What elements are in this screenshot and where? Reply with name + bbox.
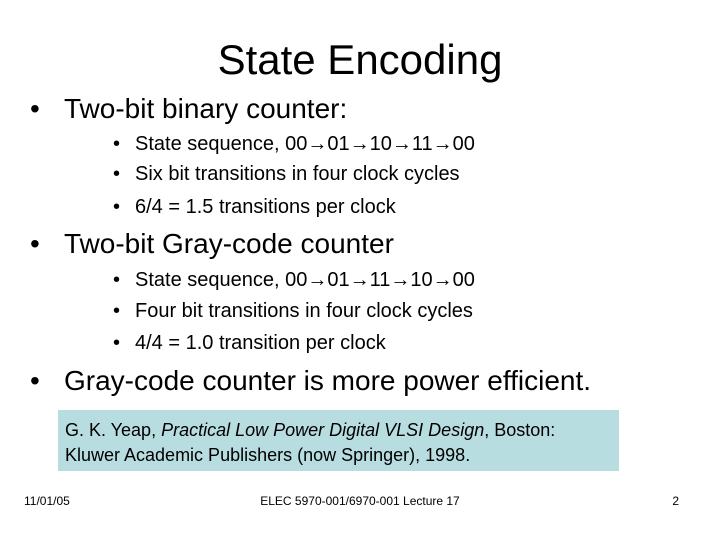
subbullet-text: Six bit transitions in four clock cycles (135, 163, 460, 185)
footer-course: ELEC 5970-001/6970-001 Lecture 17 (260, 494, 460, 508)
subbullet-binary-rate (113, 195, 396, 219)
slide-title: State Encoding (217, 36, 503, 83)
bullet-conclusion (30, 364, 591, 398)
bullet-text: Two-bit binary counter: (64, 93, 348, 124)
subbullet-binary-sequence (113, 132, 475, 156)
subbullet-text: State sequence, 00→01→11→10→00 (135, 269, 475, 291)
bullet-text: Gray-code counter is more power efficient. (64, 365, 592, 396)
bullet-marker: • (30, 93, 40, 124)
subbullet-gray-transitions (113, 299, 473, 323)
reference-line-1 (65, 418, 619, 443)
reference-box (58, 410, 619, 471)
subbullet-text: 4/4 = 1.0 transition per clock (135, 332, 386, 354)
bullet-text: Two-bit Gray-code counter (64, 228, 394, 259)
subbullet-marker: • (113, 196, 121, 218)
subbullet-marker: • (113, 163, 121, 185)
subbullet-marker: • (113, 133, 121, 155)
bullet-marker: • (30, 365, 40, 396)
footer-date: 11/01/05 (24, 494, 70, 508)
footer-page-number: 2 (672, 494, 679, 508)
subbullet-marker: • (113, 269, 121, 291)
subbullet-binary-transitions (113, 162, 460, 186)
bullet-binary-counter (30, 92, 347, 126)
subbullet-gray-sequence (113, 268, 475, 292)
subbullet-marker: • (113, 332, 121, 354)
subbullet-text: State sequence, 00→01→10→11→00 (135, 133, 475, 155)
subbullet-text: 6/4 = 1.5 transitions per clock (135, 196, 396, 218)
bullet-gray-counter (30, 227, 394, 261)
subbullet-gray-rate (113, 331, 386, 355)
reference-book-title: Practical Low Power Digital VLSI Design (161, 420, 485, 440)
bullet-marker: • (30, 228, 40, 259)
subbullet-text: Four bit transitions in four clock cycles (135, 300, 473, 322)
reference-author: G. K. Yeap, (65, 420, 162, 440)
reference-line-2: Kluwer Academic Publishers (now Springer), 1998. (65, 445, 471, 465)
reference-location: , Boston: (484, 420, 556, 440)
subbullet-marker: • (113, 300, 121, 322)
